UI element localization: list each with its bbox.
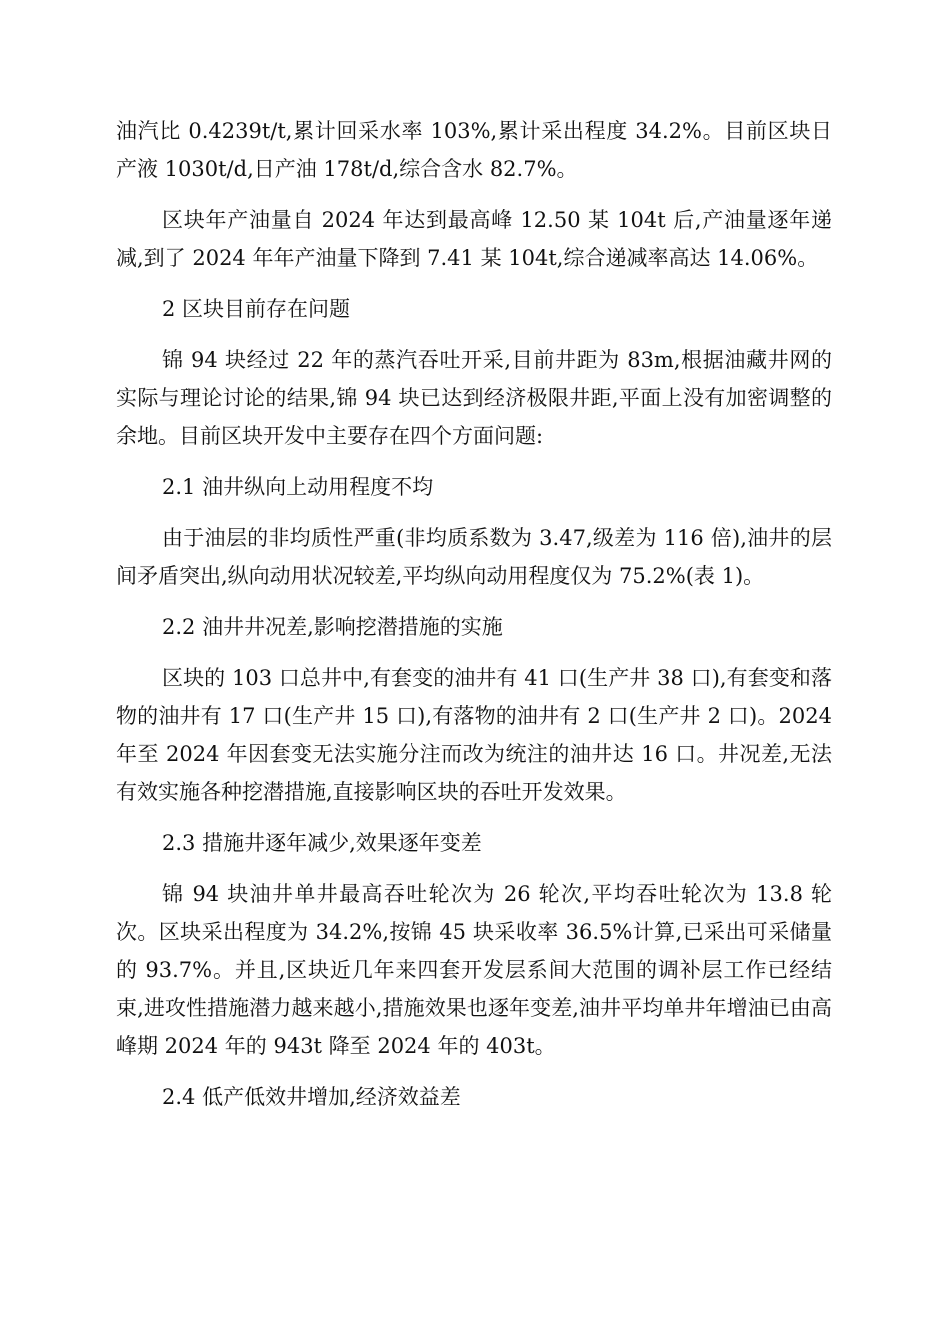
paragraph-2: 区块年产油量自 2024 年达到最高峰 12.50 某 104t 后,产油量逐年递减,到了 2024 年年产油量下降到 7.41 某 104t,综合递减率高达 14.06%。 bbox=[116, 208, 832, 270]
paragraph-6: 锦 94 块油井单井最高吞吐轮次为 26 轮次,平均吞吐轮次为 13.8 轮次。区块采出程度为 34.2%,按锦 45 块采收率 36.5%计算,已采出可采储量的 93.7%。并且,区块近几年来四套开发层系间大范围的调补层工作已经结束,进攻性措施潜力越来越小,措施效果也逐年变差,油井平均单井年增油已由高峰期 2024 年的 943t 降至 2024 年的 403t。 bbox=[116, 882, 832, 1058]
paragraph-3: 锦 94 块经过 22 年的蒸汽吞吐开采,目前井距为 83m,根据油藏井网的实际与理论讨论的结果,锦 94 块已达到经济极限井距,平面上没有加密调整的余地。目前区块开发中主要存在四个方面问题: bbox=[116, 348, 832, 448]
section-heading-2-3: 2.3 措施井逐年减少,效果逐年变差 bbox=[162, 831, 482, 855]
paragraph-1: 油汽比 0.4239t/t,累计回采水率 103%,累计采出程度 34.2%。目前区块日产液 1030t/d,日产油 178t/d,综合含水 82.7%。 bbox=[116, 119, 832, 181]
section-heading-2-1: 2.1 油井纵向上动用程度不均 bbox=[162, 475, 434, 499]
section-heading-2-2: 2.2 油井井况差,影响挖潜措施的实施 bbox=[162, 615, 503, 639]
paragraph-5: 区块的 103 口总井中,有套变的油井有 41 口(生产井 38 口),有套变和落物的油井有 17 口(生产井 15 口),有落物的油井有 2 口(生产井 2 口)。2024 年至 2024 年因套变无法实施分注而改为统注的油井达 16 口。井况差,无法有效实施各种挖潜措施,直接影响区块的吞吐开发效果。 bbox=[116, 666, 832, 804]
paragraph-4: 由于油层的非均质性严重(非均质系数为 3.47,级差为 116 倍),油井的层间矛盾突出,纵向动用状况较差,平均纵向动用程度仅为 75.2%(表 1)。 bbox=[116, 526, 832, 588]
document-page bbox=[116, 112, 832, 1129]
section-heading-2-4: 2.4 低产低效井增加,经济效益差 bbox=[162, 1085, 461, 1109]
section-heading-2: 2 区块目前存在问题 bbox=[162, 297, 351, 321]
